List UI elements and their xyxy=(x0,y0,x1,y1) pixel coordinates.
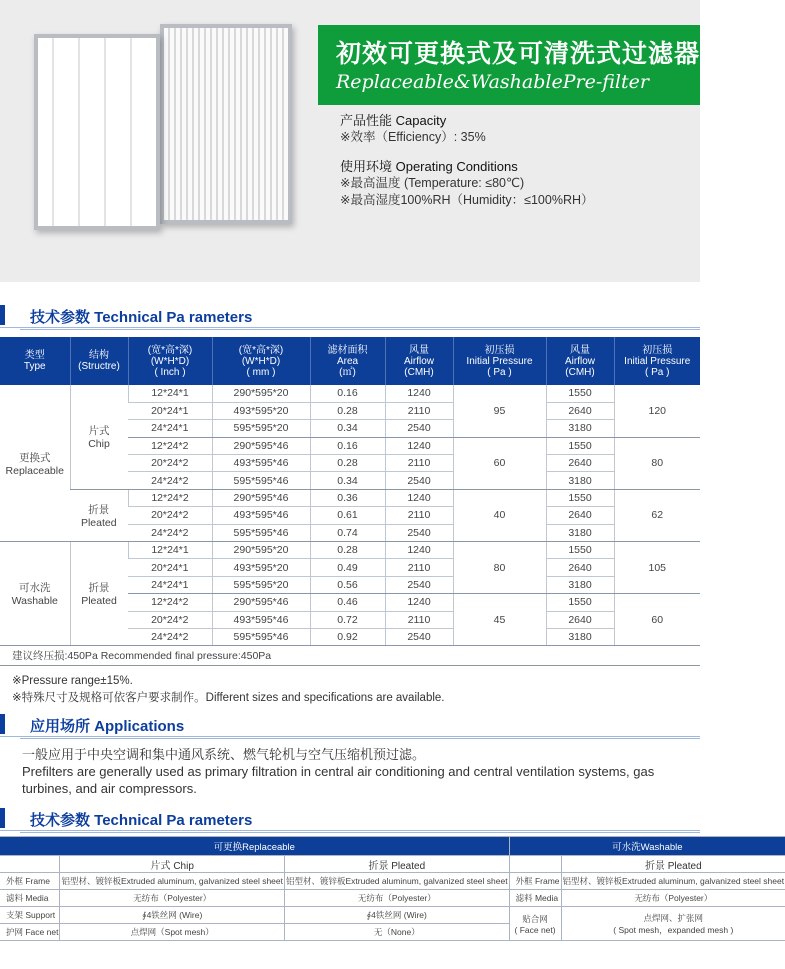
pressure-a-cell: 60 xyxy=(453,437,546,489)
area-cell: 0.46 xyxy=(310,594,385,611)
size-inch-cell: 24*24*2 xyxy=(128,524,212,541)
area-cell: 0.16 xyxy=(310,385,385,402)
support-label: 支架 Support xyxy=(0,907,60,924)
structure-cell: 片式 Chip xyxy=(70,385,128,489)
applications-text xyxy=(22,746,687,797)
area-cell: 0.74 xyxy=(310,524,385,541)
airflow-b-cell: 2640 xyxy=(546,455,614,472)
size-mm-cell: 493*595*46 xyxy=(212,455,310,472)
size-mm-cell: 595*595*20 xyxy=(212,576,310,593)
area-cell: 0.56 xyxy=(310,576,385,593)
area-cell: 0.72 xyxy=(310,611,385,628)
airflow-b-cell: 3180 xyxy=(546,628,614,645)
facenet-chip: 点焊网（Spot mesh） xyxy=(60,924,285,941)
col-area: 滤材面积 Area (㎡) xyxy=(310,337,385,385)
structure-cell: 折景 Pleated xyxy=(70,542,128,646)
size-inch-cell: 12*24*2 xyxy=(128,489,212,506)
airflow-a-cell: 2110 xyxy=(385,559,453,576)
humidity-value: ※最高湿度100%RH（Humidity：≤100%RH） xyxy=(340,193,594,207)
table-row xyxy=(0,542,700,559)
final-pressure-row xyxy=(0,646,700,666)
table-header-row xyxy=(0,337,700,385)
airflow-b-cell: 3180 xyxy=(546,576,614,593)
table-row xyxy=(0,489,700,506)
area-cell: 0.28 xyxy=(310,542,385,559)
area-cell: 0.34 xyxy=(310,472,385,489)
size-inch-cell: 20*24*2 xyxy=(128,611,212,628)
airflow-a-cell: 2540 xyxy=(385,576,453,593)
airflow-a-cell: 2540 xyxy=(385,420,453,437)
col-airflow-b: 风量 Airflow (CMH) xyxy=(546,337,614,385)
col-airflow-a: 风量 Airflow (CMH) xyxy=(385,337,453,385)
airflow-b-cell: 2640 xyxy=(546,507,614,524)
col-size-mm: (宽*高*深) (W*H*D) ( mm ) xyxy=(212,337,310,385)
head-washable: 可水洗Washable xyxy=(509,837,785,856)
section-title: 技术参数 Technical Pa rameters xyxy=(30,309,253,326)
pressure-a-cell: 95 xyxy=(453,385,546,437)
size-inch-cell: 20*24*2 xyxy=(128,455,212,472)
size-mm-cell: 595*595*46 xyxy=(212,524,310,541)
col-pressure-b: 初压损 Initial Pressure ( Pa ) xyxy=(614,337,700,385)
media-washable: 无纺布（Polyester） xyxy=(561,890,785,907)
support-pleated: ∮4铁丝网 (Wire) xyxy=(285,907,510,924)
area-cell: 0.61 xyxy=(310,507,385,524)
conditions-label: 使用环境 Operating Conditions xyxy=(340,159,518,174)
size-mm-cell: 290*595*20 xyxy=(212,385,310,402)
pressure-b-cell: 80 xyxy=(614,437,700,489)
size-inch-cell: 24*24*2 xyxy=(128,628,212,645)
area-cell: 0.34 xyxy=(310,420,385,437)
media-label: 滤料 Media xyxy=(0,890,60,907)
facenet-label: 护网 Face net xyxy=(0,924,60,941)
airflow-b-cell: 2640 xyxy=(546,402,614,419)
media-chip: 无纺布（Polyester） xyxy=(60,890,285,907)
filter-product-image xyxy=(14,18,304,233)
materials-table xyxy=(0,836,785,941)
airflow-b-cell: 1550 xyxy=(546,489,614,506)
head-replaceable: 可更换Replaceable xyxy=(0,837,509,856)
hero-section xyxy=(0,0,700,282)
frame-label-washable: 外框 Frame xyxy=(509,873,561,890)
area-cell: 0.28 xyxy=(310,402,385,419)
area-cell: 0.16 xyxy=(310,437,385,454)
applications-en: Prefilters are generally used as primary filtration in central air conditioning and central ventilation systems, gas turbines, and air compressors. xyxy=(22,764,655,796)
section-marker xyxy=(0,714,5,734)
pressure-b-cell: 120 xyxy=(614,385,700,437)
size-mm-cell: 290*595*46 xyxy=(212,489,310,506)
sub-chip: 片式 Chip xyxy=(60,856,285,873)
facenet-pleated: 无（None） xyxy=(285,924,510,941)
type-cell: 更换式 Replaceable xyxy=(0,385,70,542)
size-mm-cell: 493*595*46 xyxy=(212,507,310,524)
temperature-value: ※最高温度 (Temperature: ≤80℃) xyxy=(340,176,525,190)
airflow-b-cell: 3180 xyxy=(546,420,614,437)
pressure-b-cell: 105 xyxy=(614,542,700,594)
section-title: 应用场所 Applications xyxy=(30,718,185,735)
airflow-a-cell: 1240 xyxy=(385,437,453,454)
pressure-b-cell: 60 xyxy=(614,594,700,646)
size-mm-cell: 595*595*20 xyxy=(212,420,310,437)
size-mm-cell: 493*595*20 xyxy=(212,559,310,576)
title-en: Replaceable&WashablePre-filter xyxy=(336,71,649,93)
section-heading-applications xyxy=(0,714,700,734)
size-mm-cell: 290*595*20 xyxy=(212,542,310,559)
applications-cn: 一般应用于中央空调和集中通风系统、燃气轮机与空气压缩机预过滤。 xyxy=(22,747,426,762)
structure-cell: 折景 Pleated xyxy=(70,489,128,541)
size-mm-cell: 493*595*20 xyxy=(212,402,310,419)
airflow-b-cell: 1550 xyxy=(546,542,614,559)
parameters-table xyxy=(0,337,700,666)
frame-chip: 铝型材、镀锌板Extruded aluminum, galvanized steel sheet xyxy=(60,873,285,890)
media-label-washable: 滤料 Media xyxy=(509,890,561,907)
airflow-a-cell: 2110 xyxy=(385,611,453,628)
efficiency-value: ※效率（Efficiency）: 35% xyxy=(340,130,486,144)
size-inch-cell: 12*24*2 xyxy=(128,437,212,454)
sub-pleated-washable: 折景 Pleated xyxy=(561,856,785,873)
size-inch-cell: 24*24*1 xyxy=(128,576,212,593)
frame-washable: 铝型材、镀锌板Extruded aluminum, galvanized steel sheet xyxy=(561,873,785,890)
airflow-b-cell: 2640 xyxy=(546,559,614,576)
section-heading-materials xyxy=(0,808,700,828)
airflow-a-cell: 2540 xyxy=(385,524,453,541)
bag-filter-image xyxy=(34,34,160,230)
type-cell: 可水洗 Washable xyxy=(0,542,70,646)
size-inch-cell: 12*24*2 xyxy=(128,594,212,611)
section-title: 技术参数 Technical Pa rameters xyxy=(30,812,253,829)
airflow-a-cell: 1240 xyxy=(385,542,453,559)
title-cn: 初效可更换式及可清洗式过滤器 xyxy=(336,40,701,68)
size-mm-cell: 493*595*46 xyxy=(212,611,310,628)
size-inch-cell: 20*24*1 xyxy=(128,559,212,576)
size-mm-cell: 595*595*46 xyxy=(212,628,310,645)
col-structure: 结构 (Structre) xyxy=(70,337,128,385)
size-mm-cell: 290*595*46 xyxy=(212,594,310,611)
capacity-label: 产品性能 Capacity xyxy=(340,113,447,128)
glue-label: 贴合网 ( Face net) xyxy=(509,907,561,941)
col-pressure-a: 初压损 Initial Pressure ( Pa ) xyxy=(453,337,546,385)
size-inch-cell: 24*24*1 xyxy=(128,420,212,437)
size-inch-cell: 24*24*2 xyxy=(128,472,212,489)
area-cell: 0.36 xyxy=(310,489,385,506)
media-pleated: 无纺布（Polyester） xyxy=(285,890,510,907)
pressure-range-note: ※Pressure range±15%. xyxy=(12,675,133,687)
pressure-a-cell: 45 xyxy=(453,594,546,646)
title-banner xyxy=(318,25,700,105)
airflow-a-cell: 2110 xyxy=(385,455,453,472)
airflow-b-cell: 1550 xyxy=(546,437,614,454)
airflow-a-cell: 2110 xyxy=(385,402,453,419)
pressure-a-cell: 80 xyxy=(453,542,546,594)
col-size-inch: (宽*高*深) (W*H*D) ( Inch ) xyxy=(128,337,212,385)
size-inch-cell: 12*24*1 xyxy=(128,542,212,559)
frame-pleated: 铝型材、镀锌板Extruded aluminum, galvanized steel sheet xyxy=(285,873,510,890)
sub-pleated: 折景 Pleated xyxy=(285,856,510,873)
spec-summary xyxy=(340,112,594,209)
area-cell: 0.49 xyxy=(310,559,385,576)
size-inch-cell: 12*24*1 xyxy=(128,385,212,402)
frame-label: 外框 Frame xyxy=(0,873,60,890)
pleated-filter-image xyxy=(160,24,292,224)
section-marker xyxy=(0,808,5,828)
airflow-a-cell: 2110 xyxy=(385,507,453,524)
area-cell: 0.28 xyxy=(310,455,385,472)
col-type: 类型 Type xyxy=(0,337,70,385)
pressure-b-cell: 62 xyxy=(614,489,700,541)
airflow-a-cell: 2540 xyxy=(385,628,453,645)
airflow-a-cell: 1240 xyxy=(385,594,453,611)
airflow-b-cell: 2640 xyxy=(546,611,614,628)
airflow-a-cell: 1240 xyxy=(385,385,453,402)
section-marker xyxy=(0,305,5,325)
airflow-b-cell: 3180 xyxy=(546,524,614,541)
pressure-a-cell: 40 xyxy=(453,489,546,541)
airflow-a-cell: 1240 xyxy=(385,489,453,506)
size-inch-cell: 20*24*1 xyxy=(128,402,212,419)
table-row xyxy=(0,385,700,402)
size-mm-cell: 290*595*46 xyxy=(212,437,310,454)
airflow-b-cell: 3180 xyxy=(546,472,614,489)
glue-value: 点焊网、扩张网 ( Spot mesh，expanded mesh ) xyxy=(561,907,785,941)
support-chip: ∮4铁丝网 (Wire) xyxy=(60,907,285,924)
final-pressure-note: 建议终压损:450Pa Recommended final pressure:450Pa xyxy=(0,646,700,666)
airflow-b-cell: 1550 xyxy=(546,594,614,611)
size-mm-cell: 595*595*46 xyxy=(212,472,310,489)
size-inch-cell: 20*24*2 xyxy=(128,507,212,524)
airflow-b-cell: 1550 xyxy=(546,385,614,402)
airflow-a-cell: 2540 xyxy=(385,472,453,489)
section-heading-parameters xyxy=(0,305,700,325)
area-cell: 0.92 xyxy=(310,628,385,645)
custom-size-note: ※特殊尺寸及规格可依客户要求制作。Different sizes and specifications are available. xyxy=(12,692,445,704)
